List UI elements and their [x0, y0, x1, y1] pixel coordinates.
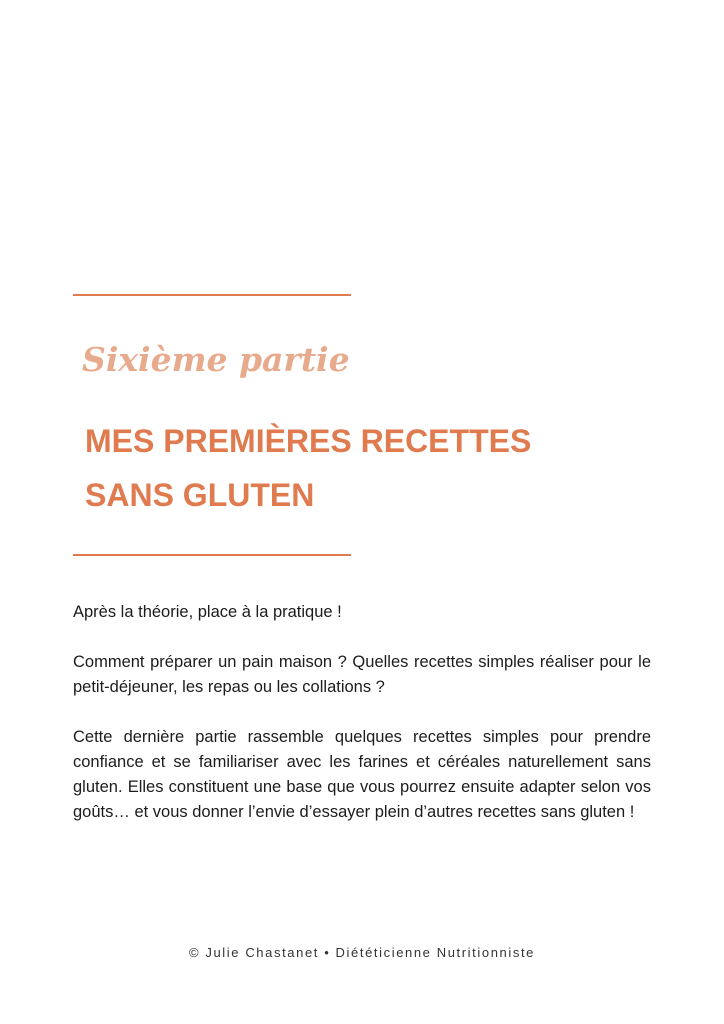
part-label: Sixième partie [82, 340, 350, 379]
top-divider [73, 294, 351, 296]
section-title-line-2: SANS GLUTEN [85, 477, 315, 513]
footer-credit: © Julie Chastanet • Diététicienne Nutritionniste [188, 945, 535, 960]
bottom-divider [73, 554, 351, 556]
section-title-line-1: MES PREMIÈRES RECETTES [85, 423, 532, 459]
paragraph-1: Après la théorie, place à la pratique ! [73, 603, 342, 621]
paragraph-3: Cette dernière partie rassemble quelques recettes simples pour prendre confiance et se familiariser avec les farines et céréales naturellement sans gluten. Elles constituent une base que vous pourrez ensuite adapter selon vos goûts… et vous donner l’envie d’essayer plein d’autres recettes sans gluten ! [73, 728, 651, 821]
intro-text [73, 600, 651, 850]
section-title [85, 414, 605, 522]
paragraph-2: Comment préparer un pain maison ? Quelles recettes simples réaliser pour le petit-déjeuner, les repas ou les collations ? [73, 653, 651, 696]
